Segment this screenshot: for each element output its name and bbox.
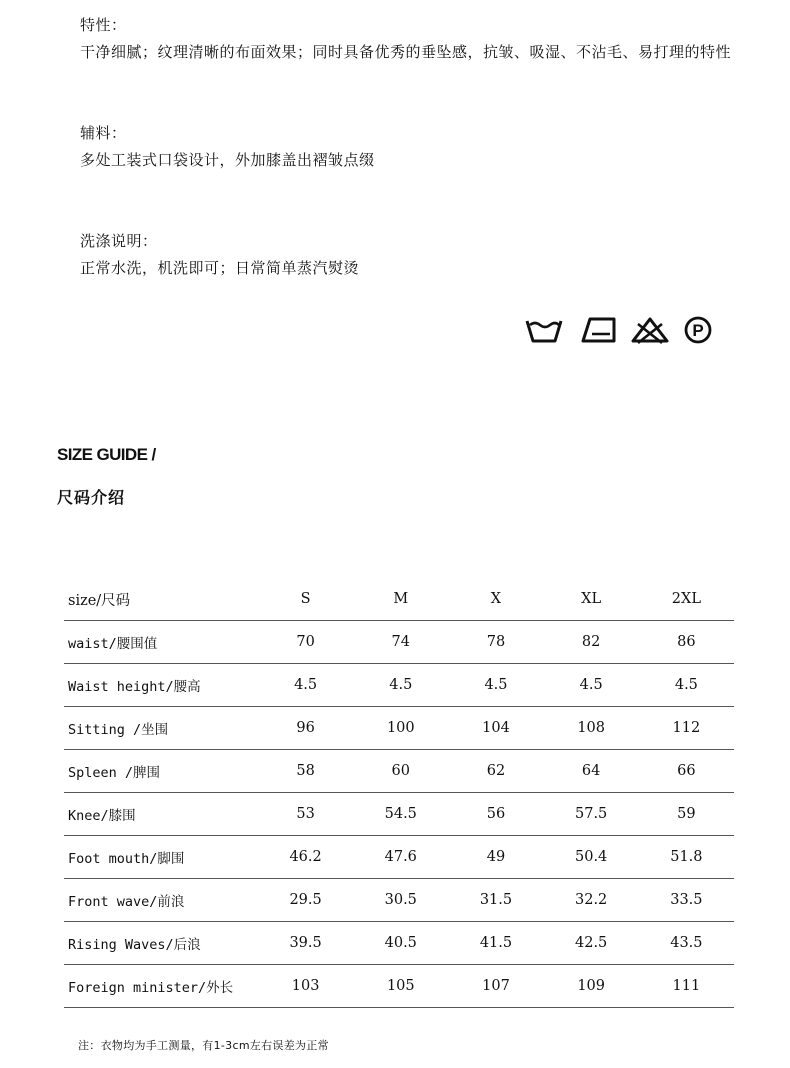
table-cell: 103 <box>258 965 353 1008</box>
row-label: Foot mouth/脚围 <box>64 836 258 879</box>
table-cell: 74 <box>353 621 448 664</box>
table-row <box>64 707 734 750</box>
table-row <box>64 965 734 1008</box>
washing-label: 洗涤说明： <box>80 232 158 250</box>
accessories-text: 多处工装式口袋设计，外加膝盖出褶皱点缀 <box>80 151 375 169</box>
table-cell: 82 <box>544 621 639 664</box>
table-cell: 66 <box>639 750 734 793</box>
row-label: Waist height/腰高 <box>64 664 258 707</box>
table-row <box>64 879 734 922</box>
table-row <box>64 793 734 836</box>
table-row <box>64 664 734 707</box>
row-label: Knee/膝围 <box>64 793 258 836</box>
table-cell: 4.5 <box>544 664 639 707</box>
table-cell: 59 <box>639 793 734 836</box>
table-row <box>64 922 734 965</box>
washing-section <box>80 228 740 282</box>
table-cell: 58 <box>258 750 353 793</box>
table-cell: 40.5 <box>353 922 448 965</box>
table-header-row <box>64 578 734 621</box>
table-cell: 4.5 <box>639 664 734 707</box>
tumble-dry-icon <box>578 314 618 346</box>
table-cell: 104 <box>448 707 543 750</box>
table-cell: 42.5 <box>544 922 639 965</box>
table-cell: 49 <box>448 836 543 879</box>
table-header-cell: S <box>258 578 353 621</box>
table-cell: 51.8 <box>639 836 734 879</box>
table-row <box>64 750 734 793</box>
table-header-cell: size/尺码 <box>64 578 258 621</box>
table-cell: 41.5 <box>448 922 543 965</box>
table-cell: 32.2 <box>544 879 639 922</box>
table-cell: 43.5 <box>639 922 734 965</box>
table-cell: 4.5 <box>448 664 543 707</box>
row-label: Rising Waves/后浪 <box>64 922 258 965</box>
features-section <box>80 12 740 66</box>
table-cell: 62 <box>448 750 543 793</box>
table-cell: 100 <box>353 707 448 750</box>
table-row <box>64 836 734 879</box>
features-label: 特性： <box>80 16 127 34</box>
table-cell: 57.5 <box>544 793 639 836</box>
table-header-cell: 2XL <box>639 578 734 621</box>
table-cell: 109 <box>544 965 639 1008</box>
table-cell: 54.5 <box>353 793 448 836</box>
table-cell: 96 <box>258 707 353 750</box>
accessories-label: 辅料： <box>80 124 127 142</box>
table-cell: 60 <box>353 750 448 793</box>
table-cell: 33.5 <box>639 879 734 922</box>
table-cell: 105 <box>353 965 448 1008</box>
table-row <box>64 621 734 664</box>
dry-clean-p-icon <box>682 314 714 346</box>
row-label: Spleen /脾围 <box>64 750 258 793</box>
table-cell: 29.5 <box>258 879 353 922</box>
wash-tub-icon <box>524 314 564 346</box>
measurement-note: 注：衣物均为手工测量，有1-3cm左右误差为正常 <box>78 1039 329 1052</box>
table-cell: 112 <box>639 707 734 750</box>
table-header-cell: M <box>353 578 448 621</box>
table-cell: 50.4 <box>544 836 639 879</box>
care-icons <box>524 314 714 346</box>
table-cell: 56 <box>448 793 543 836</box>
table-cell: 39.5 <box>258 922 353 965</box>
washing-text: 正常水洗，机洗即可；日常简单蒸汽熨烫 <box>80 259 360 277</box>
row-label: Sitting /坐围 <box>64 707 258 750</box>
table-cell: 46.2 <box>258 836 353 879</box>
size-guide-title: SIZE GUIDE / <box>57 445 156 464</box>
table-cell: 4.5 <box>258 664 353 707</box>
table-cell: 86 <box>639 621 734 664</box>
row-label: Foreign minister/外长 <box>64 965 258 1008</box>
row-label: waist/腰围值 <box>64 621 258 664</box>
no-bleach-icon <box>630 314 670 346</box>
table-cell: 4.5 <box>353 664 448 707</box>
table-header-cell: X <box>448 578 543 621</box>
accessories-section <box>80 120 740 174</box>
properties-section <box>80 12 740 282</box>
size-table <box>64 578 734 1008</box>
table-cell: 111 <box>639 965 734 1008</box>
size-guide-subtitle: 尺码介绍 <box>57 488 126 507</box>
table-cell: 78 <box>448 621 543 664</box>
table-cell: 53 <box>258 793 353 836</box>
table-cell: 30.5 <box>353 879 448 922</box>
features-text: 干净细腻；纹理清晰的布面效果；同时具备优秀的垂坠感，抗皱、吸湿、不沾毛、易打理的特性 <box>80 43 732 61</box>
table-cell: 64 <box>544 750 639 793</box>
table-cell: 47.6 <box>353 836 448 879</box>
table-cell: 31.5 <box>448 879 543 922</box>
table-cell: 70 <box>258 621 353 664</box>
row-label: Front wave/前浪 <box>64 879 258 922</box>
table-cell: 107 <box>448 965 543 1008</box>
dry-clean-p-glyph: P <box>692 321 704 340</box>
table-cell: 108 <box>544 707 639 750</box>
table-header-cell: XL <box>544 578 639 621</box>
